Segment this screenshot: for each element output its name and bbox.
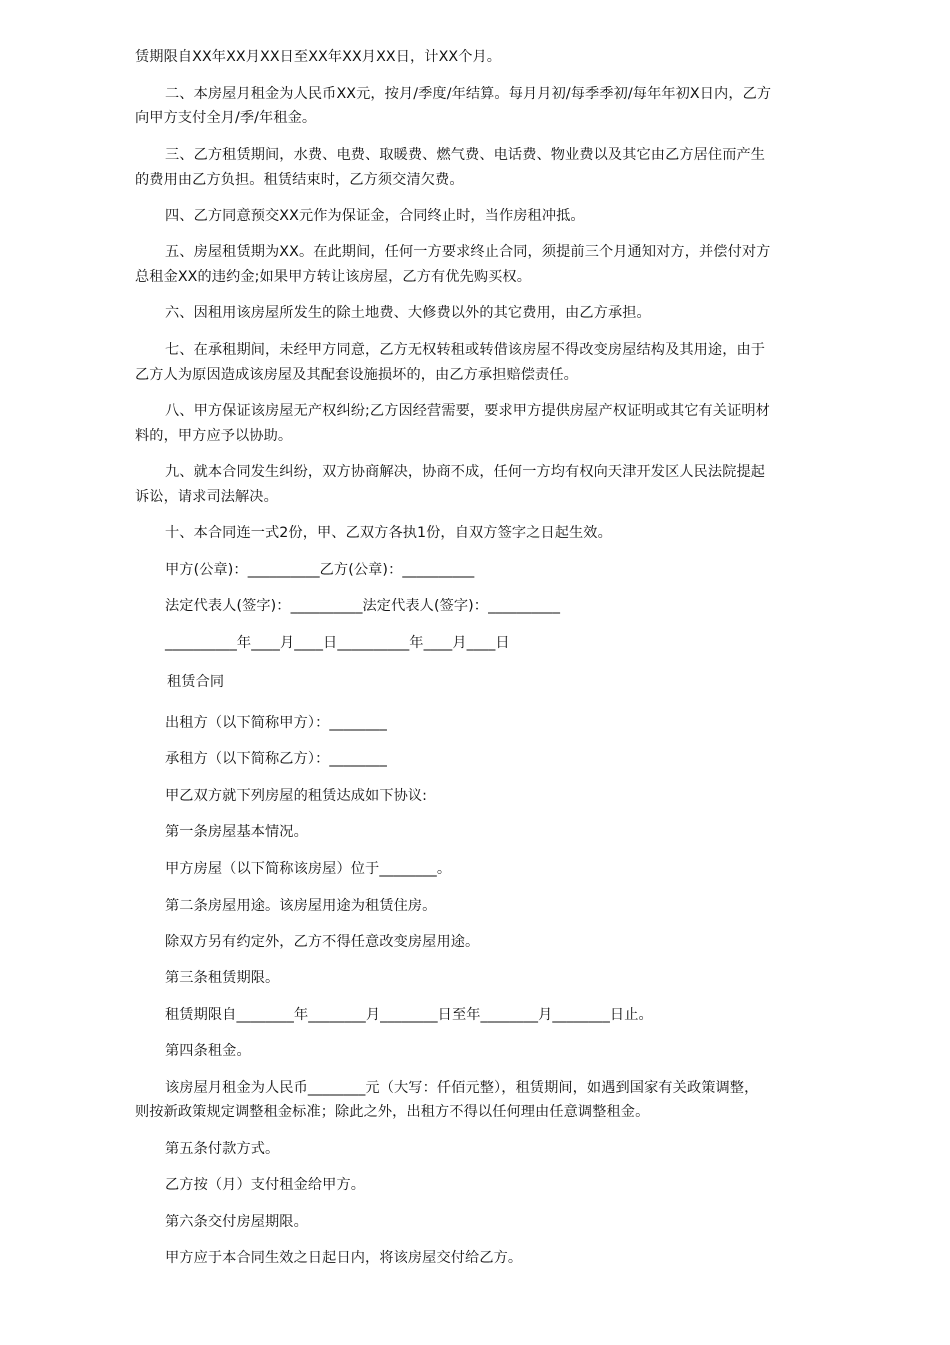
signature-line-date: __________年____月____日__________年____月____日 bbox=[165, 635, 510, 651]
text-line: 九、就本合同发生纠纷，双方协商解决，协商不成，任何一方均有权向天津开发区人民法院提起 bbox=[165, 464, 766, 480]
text-line: 除双方另有约定外，乙方不得任意改变房屋用途。 bbox=[165, 934, 480, 950]
text-line: 料的，甲方应予以协助。 bbox=[135, 428, 293, 444]
article-heading: 第六条交付房屋期限。 bbox=[165, 1214, 308, 1230]
text-line: 的费用由乙方负担。租赁结束时，乙方须交清欠费。 bbox=[135, 172, 464, 188]
text-line: 四、乙方同意预交XX元作为保证金，合同终止时，当作房租冲抵。 bbox=[165, 208, 585, 224]
text-line: 则按新政策规定调整租金标准；除此之外，出租方不得以任何理由任意调整租金。 bbox=[135, 1104, 650, 1120]
section-title: 租赁合同 bbox=[167, 674, 225, 690]
text-line: 六、因租用该房屋所发生的除土地费、大修费以外的其它费用，由乙方承担。 bbox=[165, 305, 651, 321]
text-line: 甲乙双方就下列房屋的租赁达成如下协议: bbox=[165, 788, 428, 804]
article-heading: 第三条租赁期限。 bbox=[165, 970, 280, 986]
text-line: 赁期限自XX年XX月XX日至XX年XX月XX日，计XX个月。 bbox=[135, 49, 502, 65]
text-line: 向甲方支付全月/季/年租金。 bbox=[135, 110, 317, 126]
text-line: 乙方按（月）支付租金给甲方。 bbox=[165, 1177, 366, 1193]
text-line: 八、甲方保证该房屋无产权纠纷;乙方因经营需要，要求甲方提供房屋产权证明或其它有关证明材 bbox=[165, 403, 770, 419]
text-line: 甲方应于本合同生效之日起日内，将该房屋交付给乙方。 bbox=[165, 1250, 523, 1266]
text-line: 诉讼，请求司法解决。 bbox=[135, 489, 278, 505]
text-line: 三、乙方租赁期间，水费、电费、取暖费、燃气费、电话费、物业费以及其它由乙方居住而产生 bbox=[165, 147, 766, 163]
text-line: 七、在承租期间，未经甲方同意，乙方无权转租或转借该房屋不得改变房屋结构及其用途，由于 bbox=[165, 342, 766, 358]
text-line: 二、本房屋月租金为人民币XX元，按月/季度/年结算。每月月初/每季季初/每年年初X日内，乙方 bbox=[165, 86, 772, 102]
text-line: 甲方房屋（以下简称该房屋）位于________。 bbox=[165, 861, 452, 877]
article-heading: 第一条房屋基本情况。 bbox=[165, 824, 308, 840]
text-line: 十、本合同连一式2份，甲、乙双方各执1份，自双方签字之日起生效。 bbox=[165, 525, 612, 541]
text-line: 五、房屋租赁期为XX。在此期间，任何一方要求终止合同，须提前三个月通知对方，并偿付对方 bbox=[165, 244, 771, 260]
article-heading: 第五条付款方式。 bbox=[165, 1141, 280, 1157]
text-line: 该房屋月租金为人民币________元（大写：仟佰元整），租赁期间，如遇到国家有关政策调整， bbox=[165, 1080, 759, 1096]
article-heading: 第二条房屋用途。该房屋用途为租赁住房。 bbox=[165, 898, 437, 914]
text-line: 乙方人为原因造成该房屋及其配套设施损坏的，由乙方承担赔偿责任。 bbox=[135, 367, 578, 383]
text-line: 租赁期限自________年________月________日至年________月________日止。 bbox=[165, 1007, 653, 1023]
signature-line-rep: 法定代表人(签字)：__________法定代表人(签字)：__________ bbox=[165, 598, 561, 614]
signature-line-seal: 甲方(公章)：__________乙方(公章)：__________ bbox=[165, 562, 475, 578]
text-line: 出租方（以下简称甲方）：________ bbox=[165, 715, 387, 731]
text-line: 总租金XX的违约金;如果甲方转让该房屋，乙方有优先购买权。 bbox=[135, 269, 531, 285]
text-line: 承租方（以下简称乙方）：________ bbox=[165, 751, 387, 767]
article-heading: 第四条租金。 bbox=[165, 1043, 251, 1059]
